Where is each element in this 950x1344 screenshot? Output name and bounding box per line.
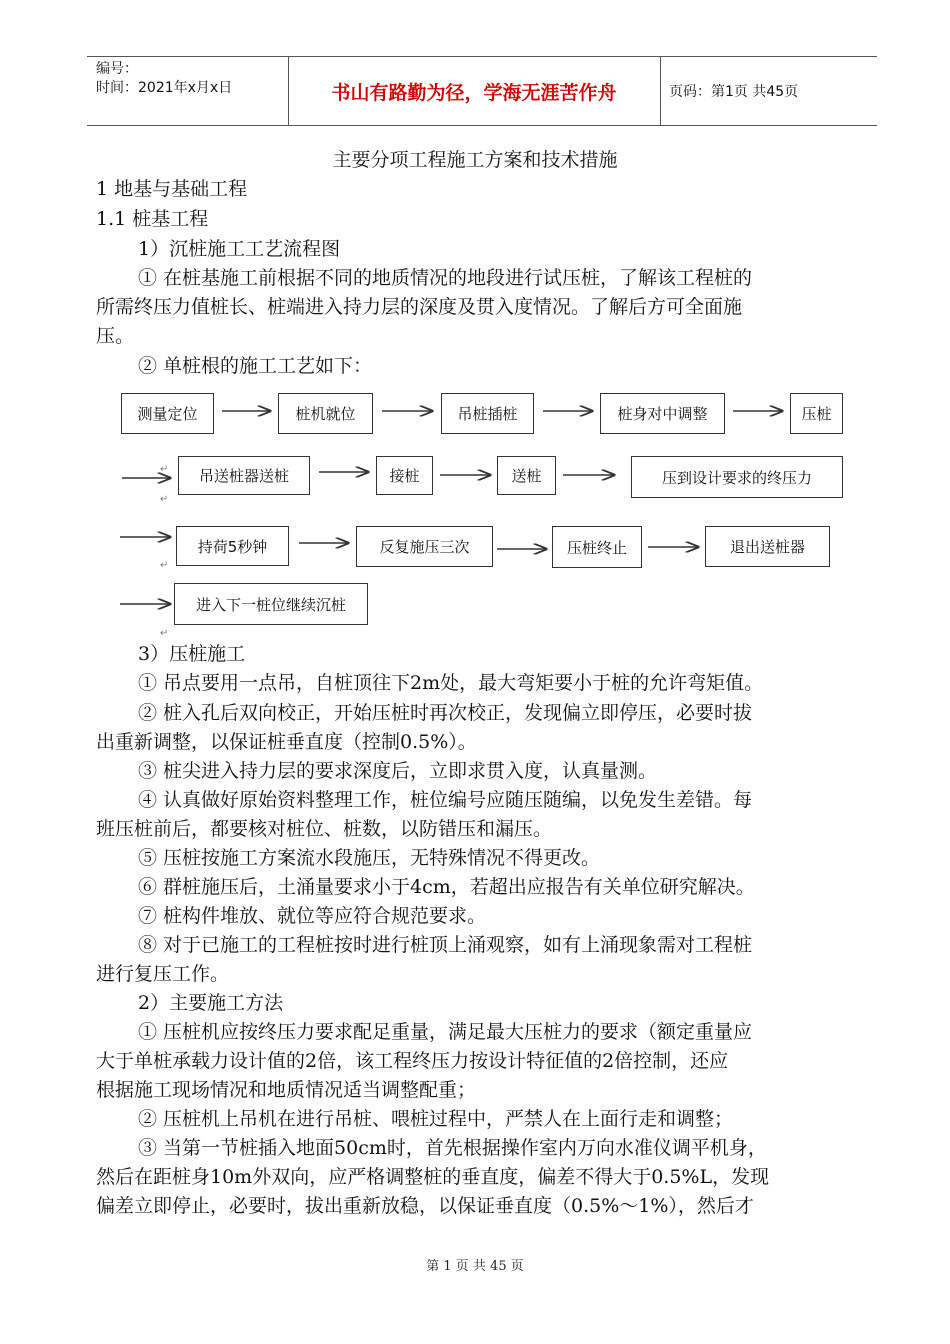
return-mark: ↵: [160, 560, 169, 571]
serial-label: 编号：: [96, 61, 138, 77]
paragraph-line: 偏差立即停止，必要时，拔出重新放稳，以保证垂直度（0.5%～1%），然后才: [96, 1195, 754, 1217]
section-heading: 1 地基与基础工程: [96, 178, 248, 200]
flow-step-press-pile: 压桩: [790, 393, 843, 434]
paragraph-line: 压。: [96, 325, 135, 347]
flow-step-lift-insert-pile: 吊桩插桩: [441, 393, 534, 434]
return-mark: ↵: [160, 628, 169, 639]
flow-step-splice-pile: 接桩: [376, 456, 433, 495]
paragraph-heading: 3）压桩施工: [138, 643, 246, 665]
paragraph-line: 大于单桩承载力设计值的2倍，该工程终压力按设计特征值的2倍控制，还应: [96, 1050, 729, 1072]
return-mark: ↵: [160, 494, 169, 505]
flow-step-stop-pressing: 压桩终止: [552, 526, 642, 568]
paragraph-line: ② 压桩机上吊机在进行吊桩、喂桩过程中，严禁人在上面行走和调整；: [138, 1108, 734, 1130]
flow-step-rig-in-place: 桩机就位: [278, 393, 373, 434]
paragraph-line: ⑥ 群桩施压后，土涌量要求小于4cm，若超出应报告有关单位研究解决。: [138, 876, 755, 898]
paragraph-line: 根据施工现场情况和地质情况适当调整配重；: [96, 1079, 477, 1101]
paragraph-heading: 2）主要施工方法: [138, 992, 284, 1014]
flow-step-repeat-3x: 反复施压三次: [356, 526, 493, 567]
paragraph-line: 班压桩前后，都要核对桩位、桩数，以防错压和漏压。: [96, 818, 553, 840]
paragraph-line: ② 桩入孔后双向校正，开始压桩时再次校正，发现偏立即停压，必要时拔: [138, 702, 753, 724]
flow-step-drive-follower: 送桩: [497, 456, 556, 495]
paragraph-line: ⑤ 压桩按施工方案流水段施压，无特殊情况不得更改。: [138, 847, 601, 869]
paragraph-line: ③ 当第一节桩插入地面50cm时，首先根据操作室内万向水准仪调平机身，: [138, 1137, 767, 1159]
flow-step-follower: 吊送桩器送桩: [178, 456, 310, 495]
page-footer: 第 1 页 共 45 页: [426, 1259, 524, 1274]
paragraph-line: 所需终压力值桩长、桩端进入持力层的深度及贯入度情况。了解后方可全面施: [96, 296, 743, 318]
flow-step-withdraw-follower: 退出送桩器: [705, 526, 830, 567]
subsection-heading: 1.1 桩基工程: [96, 208, 209, 230]
paragraph-line: ① 吊点要用一点吊，自桩顶往下2m处，最大弯矩要小于桩的允许弯矩值。: [138, 672, 764, 694]
header-motto: 书山有路勤为径，学海无涯苦作舟: [331, 81, 617, 104]
paragraph-line: 进行复压工作。: [96, 963, 230, 985]
paragraph-line: 然后在距桩身10m外双向，应严格调整桩的垂直度，偏差不得大于0.5%L，发现: [96, 1166, 770, 1188]
paragraph-line: ② 单桩根的施工工艺如下：: [138, 355, 373, 377]
paragraph-line: ⑧ 对于已施工的工程桩按时进行桩顶上涌观察，如有上涌现象需对工程桩: [138, 934, 753, 956]
flow-step-hold-5s: 持荷5秒钟: [176, 526, 289, 566]
paragraph-line: 出重新调整，以保证桩垂直度（控制0.5%）。: [96, 731, 477, 753]
paragraph-line: ① 在桩基施工前根据不同的地质情况的地段进行试压桩，了解该工程桩的: [138, 267, 753, 289]
header-page-info: 页码：第1页 共45页: [669, 84, 799, 100]
flow-step-next-pile: 进入下一桩位继续沉桩: [174, 583, 368, 625]
paragraph-heading: 1）沉桩施工工艺流程图: [138, 238, 341, 260]
flow-step-align-pile: 桩身对中调整: [600, 393, 725, 434]
paragraph-line: ⑦ 桩构件堆放、就位等应符合规范要求。: [138, 905, 487, 927]
time-label: 时间：2021年x月x日: [96, 80, 233, 96]
return-mark: ↵: [160, 464, 169, 475]
paragraph-line: ④ 认真做好原始资料整理工作，桩位编号应随压随编，以免发生差错。每: [138, 789, 753, 811]
paragraph-line: ① 压桩机应按终压力要求配足重量，满足最大压桩力的要求（额定重量应: [138, 1021, 753, 1043]
paragraph-line: ③ 桩尖进入持力层的要求深度后，立即求贯入度，认真量测。: [138, 760, 658, 782]
flow-step-final-pressure: 压到设计要求的终压力: [631, 456, 843, 498]
document-title: 主要分项工程施工方案和技术措施: [332, 149, 618, 171]
flow-step-survey-positioning: 测量定位: [121, 393, 214, 434]
